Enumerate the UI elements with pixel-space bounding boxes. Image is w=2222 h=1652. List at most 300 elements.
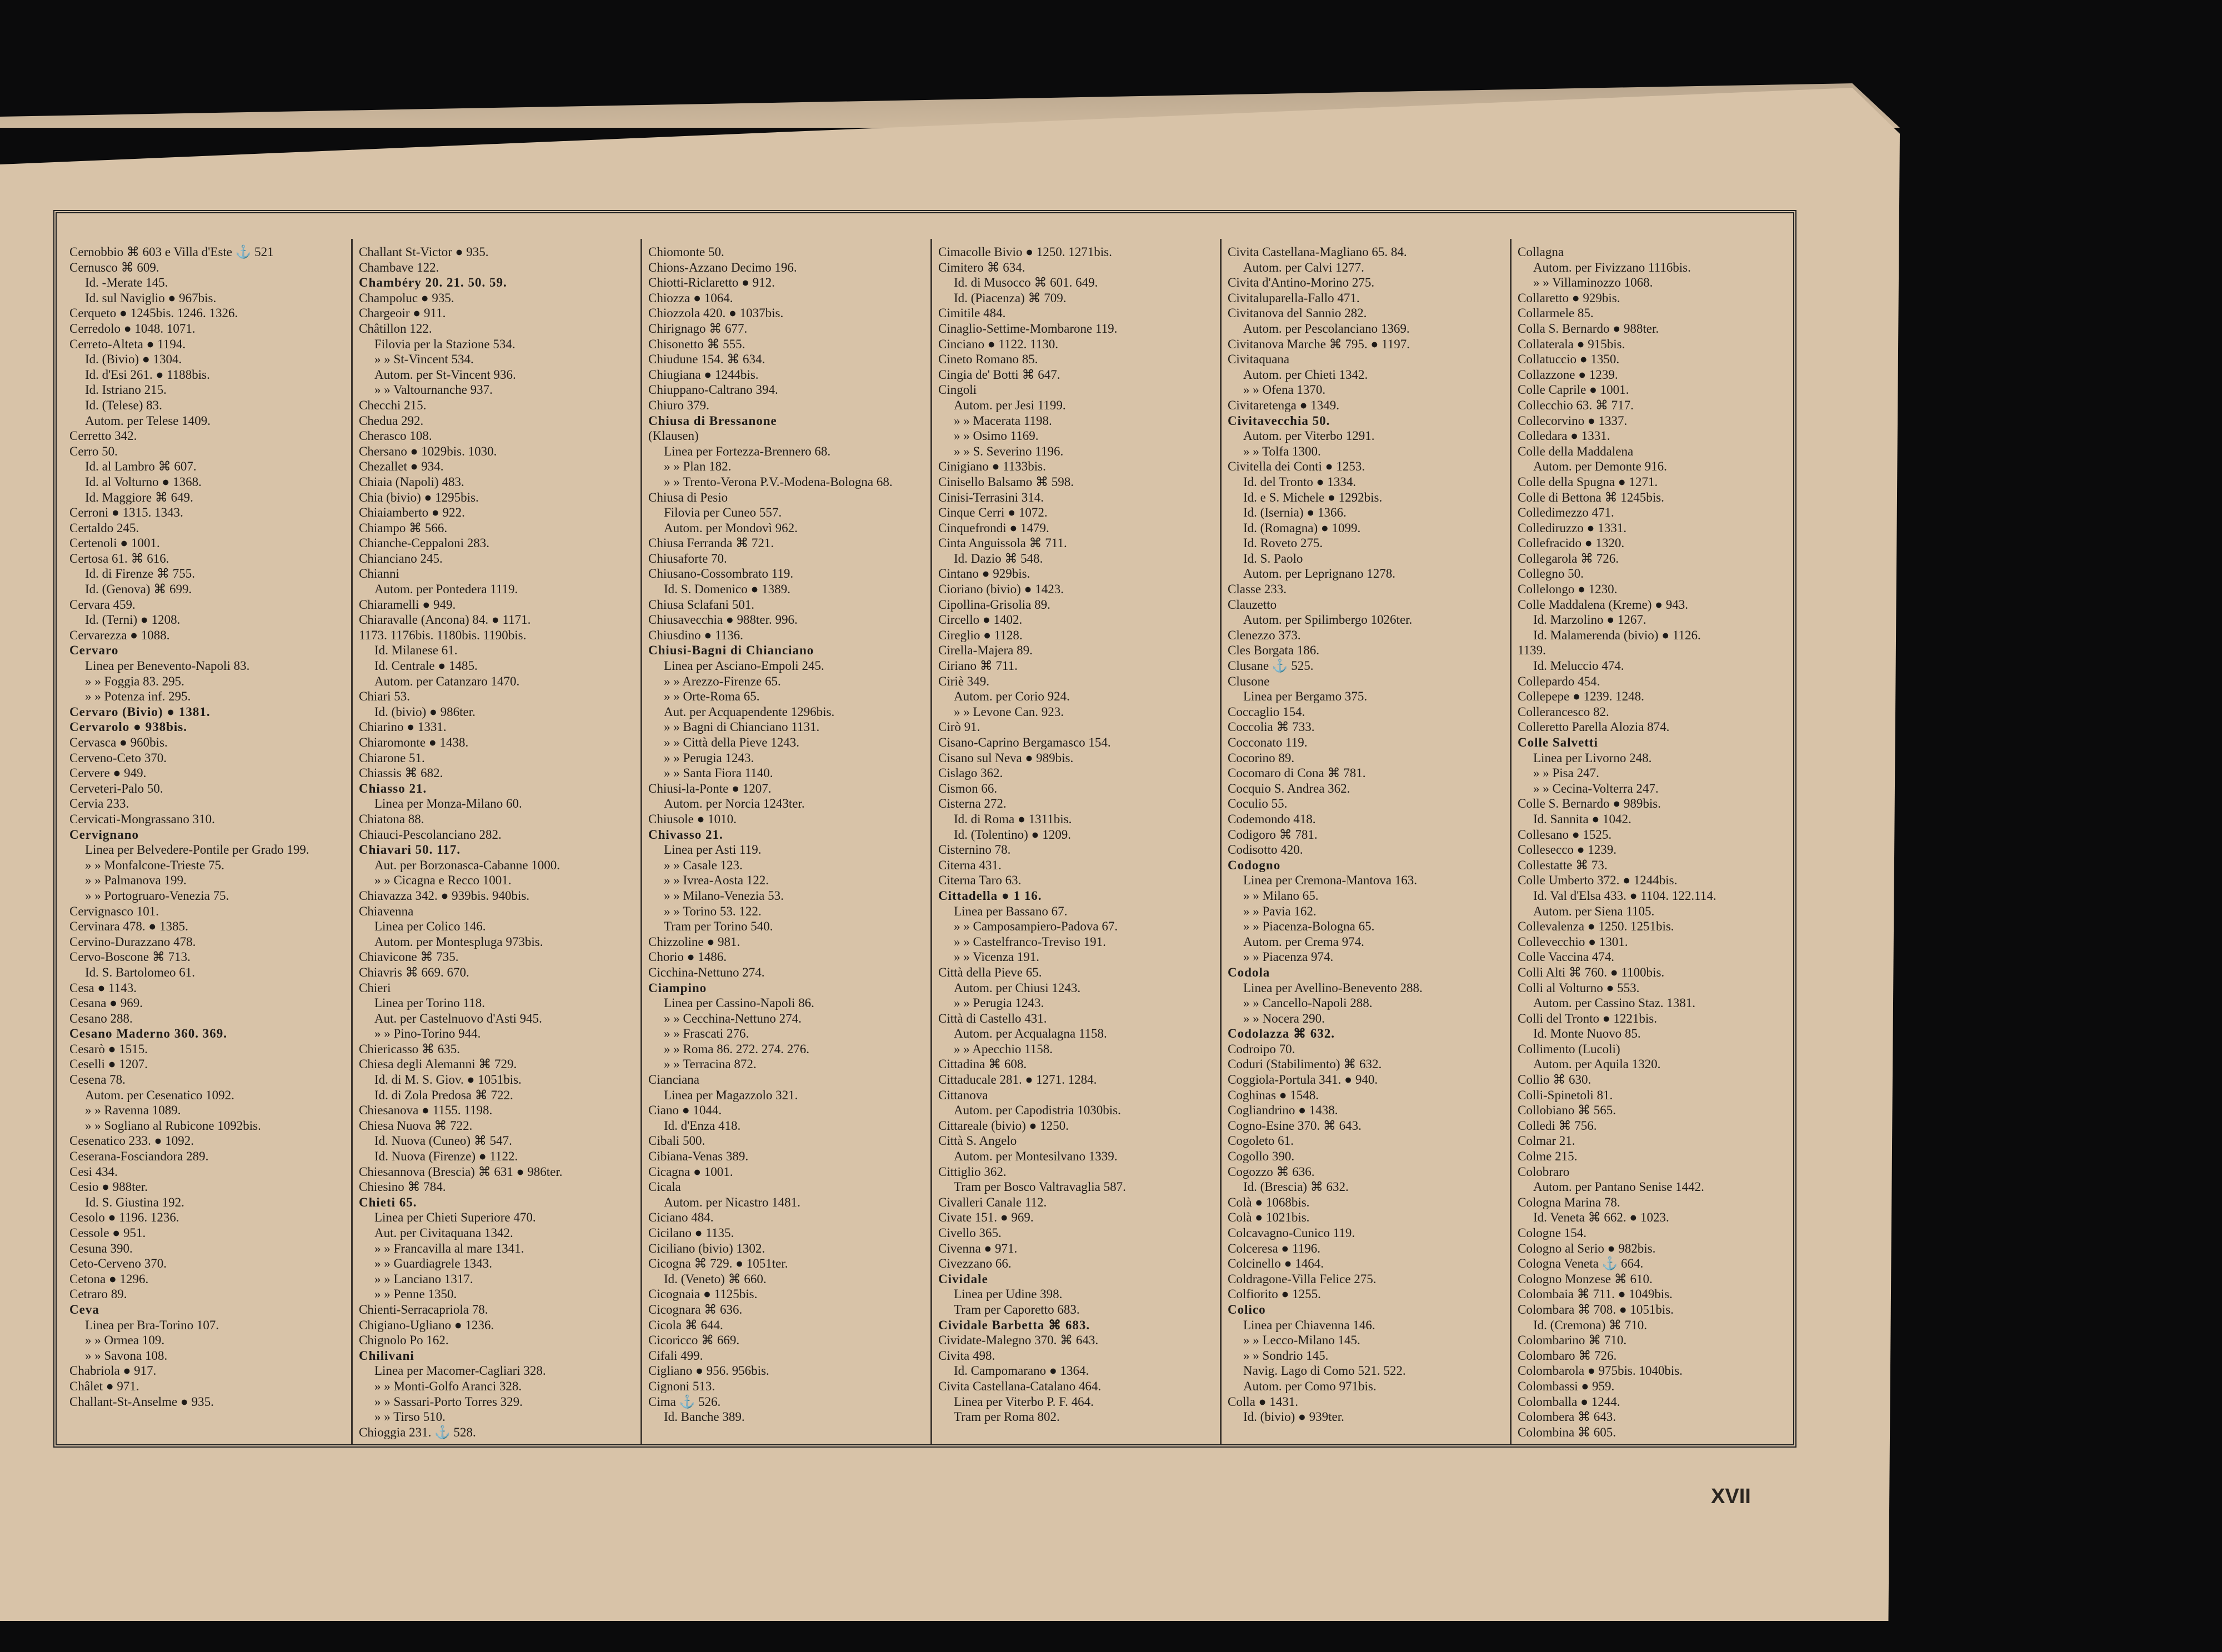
index-entry: Clusane ⚓ 525. [1228, 659, 1314, 673]
index-entry: Id. Nuova (Firenze) ● 1122. [374, 1149, 518, 1164]
index-entry: » » Piacenza-Bologna 65. [1243, 919, 1375, 934]
index-entry: Chioggia 231. ⚓ 528. [359, 1425, 476, 1439]
index-entry: Autom. per Viterbo 1291. [1243, 429, 1375, 443]
page-number: XVII [1711, 1485, 1751, 1508]
index-entry: Colombaia ⌘ 711. ● 1049bis. [1518, 1287, 1673, 1301]
index-entry: Aut. per Borzonasca-Cabanne 1000. [374, 858, 560, 872]
column-rule [1510, 239, 1512, 1444]
index-entry: Ceserana-Fosciandora 289. [69, 1149, 209, 1164]
index-entry: Chizzoline ● 981. [648, 934, 740, 949]
index-entry: Id. Veneta ⌘ 662. ● 1023. [1533, 1210, 1669, 1225]
index-entry: » » Potenza inf. 295. [85, 689, 191, 704]
index-entry: Cervignano [69, 827, 139, 842]
index-entry: Colme 215. [1518, 1149, 1578, 1164]
index-entry: Cervino-Durazzano 478. [69, 934, 196, 949]
index-entry: Cingia de' Botti ⌘ 647. [938, 367, 1060, 382]
index-entry: Autom. per Aquila 1320. [1533, 1057, 1661, 1072]
index-entry: Cesenatico 233. ● 1092. [69, 1134, 194, 1148]
index-entry: » » Torino 53. 122. [664, 904, 762, 918]
index-entry: Cerveno-Ceto 370. [69, 750, 167, 765]
index-entry: Colledimezzo 471. [1518, 505, 1614, 520]
column-rule [351, 239, 353, 1444]
index-entry: » » Ravenna 1089. [85, 1103, 181, 1118]
index-entry: » » Lanciano 1317. [374, 1271, 473, 1286]
index-entry: Linea per Udine 398. [954, 1287, 1063, 1301]
index-entry: Collesano ● 1525. [1518, 827, 1612, 842]
index-entry: Autom. per Acqualagna 1158. [954, 1027, 1107, 1041]
index-entry: Colcavagno-Cunico 119. [1228, 1226, 1355, 1240]
index-entry: Cesano Maderno 360. 369. [69, 1027, 228, 1041]
index-entry: Id. (Isernia) ● 1366. [1243, 505, 1347, 520]
index-entry: » » Frascati 276. [664, 1027, 749, 1041]
index-entry: Certosa 61. ⌘ 616. [69, 551, 169, 565]
index-entry: Codola [1228, 965, 1270, 979]
index-entry: Cislago 362. [938, 766, 1003, 780]
index-entry: Linea per Cassino-Napoli 86. [664, 996, 814, 1010]
index-entry: Cherasco 108. [359, 429, 432, 443]
index-entry: Linea per Chieti Superiore 470. [374, 1210, 536, 1225]
index-entry: » » Penne 1350. [374, 1287, 457, 1301]
index-entry: Cimacolle Bivio ● 1250. 1271bis. [938, 245, 1112, 259]
index-entry: Ceselli ● 1207. [69, 1057, 148, 1072]
index-entry: Cignoni 513. [648, 1379, 715, 1393]
index-entry: Cicognara ⌘ 636. [648, 1302, 743, 1316]
index-entry: Chigiano-Ugliano ● 1236. [359, 1318, 494, 1332]
index-entry: Linea per Torino 118. [374, 996, 485, 1010]
index-entry: Certenoli ● 1001. [69, 536, 160, 550]
column-rule [1220, 239, 1222, 1444]
index-entry: » » Portogruaro-Venezia 75. [85, 888, 229, 903]
index-entry: Citerna Taro 63. [938, 873, 1022, 888]
index-entry: Cerretto 342. [69, 429, 137, 443]
index-entry: Collimento (Lucoli) [1518, 1042, 1620, 1056]
index-entry: Colle S. Bernardo ● 989bis. [1518, 797, 1661, 811]
index-entry: Autom. per Leprignano 1278. [1243, 567, 1396, 581]
index-entry: » » S. Severino 1196. [954, 444, 1064, 458]
index-entry: Autom. per Fivizzano 1116bis. [1533, 260, 1691, 274]
column-rule [640, 239, 642, 1444]
index-entry: Id. Malamerenda (bivio) ● 1126. [1533, 628, 1701, 642]
index-entry: Cocconato 119. [1228, 735, 1308, 749]
index-entry: Cervaro [69, 643, 119, 658]
index-entry: Chiozzola 420. ● 1037bis. [648, 306, 784, 321]
index-entry: Chiaromonte ● 1438. [359, 735, 469, 749]
index-entry: Colombassi ● 959. [1518, 1379, 1615, 1393]
index-entry: Linea per Bra-Torino 107. [85, 1318, 219, 1332]
index-entry: Id. Marzolino ● 1267. [1533, 613, 1647, 627]
index-entry: Cesano 288. [69, 1011, 133, 1025]
index-entry: Cernobbio ⌘ 603 e Villa d'Este ⚓ 521 [69, 245, 274, 259]
index-entry: Id. Milanese 61. [374, 643, 458, 658]
index-column-4 [938, 244, 1216, 1444]
index-entry: Chirignago ⌘ 677. [648, 321, 748, 336]
index-entry: Ciciano 484. [648, 1210, 714, 1225]
index-entry: Cineto Romano 85. [938, 352, 1038, 367]
index-entry: Chiusaforte 70. [648, 551, 727, 565]
index-entry: Chieri [359, 980, 391, 995]
index-entry: Id. sul Naviglio ● 967bis. [85, 291, 217, 305]
index-entry: Colomballa ● 1244. [1518, 1394, 1620, 1409]
index-entry: Cireglio ● 1128. [938, 628, 1023, 642]
index-entry: Id. Istriano 215. [85, 383, 167, 397]
index-entry: 1139. [1518, 643, 1546, 658]
index-entry: Aut. per Castelnuovo d'Asti 945. [374, 1011, 542, 1025]
index-entry: Chisonetto ⌘ 555. [648, 337, 745, 351]
index-entry: Cetraro 89. [69, 1287, 127, 1301]
index-entry: Classe 233. [1228, 582, 1287, 597]
index-entry: Collarmele 85. [1518, 306, 1594, 321]
index-entry: Colli del Tronto ● 1221bis. [1518, 1011, 1657, 1025]
index-entry: Id. del Tronto ● 1334. [1243, 474, 1357, 489]
index-entry: Cittiglio 362. [938, 1164, 1007, 1179]
index-entry: » » Ivrea-Aosta 122. [664, 873, 769, 888]
index-entry: » » Città della Pieve 1243. [664, 735, 800, 749]
index-entry: Cipollina-Grisolia 89. [938, 597, 1050, 612]
index-entry: » » Milano 65. [1243, 888, 1319, 903]
index-entry: Ciriè 349. [938, 674, 989, 688]
index-entry: Id. d'Enza 418. [664, 1118, 741, 1133]
index-entry: » » Piacenza 974. [1243, 950, 1334, 964]
index-entry: » » Ofena 1370. [1243, 383, 1326, 397]
index-entry: » » Castelfranco-Treviso 191. [954, 934, 1106, 949]
index-entry: » » Orte-Roma 65. [664, 689, 760, 704]
index-entry: Id. d'Esi 261. ● 1188bis. [85, 367, 210, 382]
index-entry: Cividate-Malegno 370. ⌘ 643. [938, 1333, 1099, 1348]
index-entry: Codolazza ⌘ 632. [1228, 1027, 1335, 1041]
index-entry: Ciciliano (bivio) 1302. [648, 1241, 765, 1255]
index-column-6 [1518, 244, 1795, 1444]
index-entry: Chiericasso ⌘ 635. [359, 1042, 461, 1056]
index-entry: » » Perugia 1243. [954, 996, 1044, 1010]
index-entry: Chiaramelli ● 949. [359, 597, 456, 612]
index-entry: Collegno 50. [1518, 567, 1584, 581]
index-entry: Collerancesco 82. [1518, 704, 1609, 719]
index-entry: Navig. Lago di Como 521. 522. [1243, 1364, 1406, 1378]
index-entry: Chiaia (Napoli) 483. [359, 474, 464, 489]
index-entry: » » Lecco-Milano 145. [1243, 1333, 1360, 1348]
index-entry: Chiudune 154. ⌘ 634. [648, 352, 765, 367]
index-entry: Autom. per Catanzaro 1470. [374, 674, 520, 688]
index-entry: Chiarino ● 1331. [359, 720, 447, 734]
index-entry: Autom. per Montesilvano 1339. [954, 1149, 1118, 1164]
index-entry: Collecorvino ● 1337. [1518, 413, 1628, 428]
index-entry: Collediruzzo ● 1331. [1518, 520, 1627, 535]
index-entry: Chedua 292. [359, 413, 424, 428]
index-entry: » » Apecchio 1158. [954, 1042, 1053, 1056]
index-entry: Id. Dazio ⌘ 548. [954, 551, 1043, 565]
index-entry: Colla S. Bernardo ● 988ter. [1518, 321, 1659, 336]
index-entry: Collatuccio ● 1350. [1518, 352, 1620, 367]
index-entry: » » Plan 182. [664, 459, 732, 474]
index-entry: Chiavazza 342. ● 939bis. 940bis. [359, 888, 530, 903]
index-entry: Chignolo Po 162. [359, 1333, 449, 1348]
index-entry: Aut. per Acquapendente 1296bis. [664, 704, 835, 719]
index-entry: Chilivani [359, 1348, 414, 1363]
index-entry: Chabriola ● 917. [69, 1364, 157, 1378]
index-entry: Citerna 431. [938, 858, 1002, 872]
index-entry: » » Foggia 83. 295. [85, 674, 184, 688]
index-entry: Codemondo 418. [1228, 812, 1316, 826]
index-entry: Colla ● 1431. [1228, 1394, 1298, 1409]
index-entry: Linea per Belvedere-Pontile per Grado 199. [85, 843, 309, 857]
index-entry: Autom. per Siena 1105. [1533, 904, 1655, 918]
index-entry: Autom. per Chiusi 1243. [954, 980, 1081, 995]
index-entry: Collobiano ⌘ 565. [1518, 1103, 1616, 1118]
index-entry: Cicchina-Nettuno 274. [648, 965, 765, 979]
index-entry: Linea per Colico 146. [374, 919, 486, 934]
index-entry: » » Pino-Torino 944. [374, 1027, 481, 1041]
index-entry: Cittaducale 281. ● 1271. 1284. [938, 1073, 1097, 1087]
index-entry: Cesio ● 988ter. [69, 1180, 148, 1194]
index-entry: Chienti-Serracapriola 78. [359, 1302, 488, 1316]
index-entry: Cicola ⌘ 644. [648, 1318, 723, 1332]
index-entry: Id. e S. Michele ● 1292bis. [1243, 490, 1383, 504]
index-entry: Chiarone 51. [359, 750, 425, 765]
index-entry: Chiomonte 50. [648, 245, 724, 259]
index-entry: Cicogna ⌘ 729. ● 1051ter. [648, 1256, 788, 1271]
index-entry: Linea per Cremona-Mantova 163. [1243, 873, 1417, 888]
index-entry: Collestatte ⌘ 73. [1518, 858, 1608, 872]
index-entry: Autom. per Jesi 1199. [954, 398, 1066, 412]
index-entry: Colle della Spugna ● 1271. [1518, 474, 1658, 489]
index-entry: Linea per Chiavenna 146. [1243, 1318, 1375, 1332]
index-entry: Chianciano 245. [359, 551, 443, 565]
index-entry: Cima ⚓ 526. [648, 1394, 721, 1409]
index-entry: Chiaravalle (Ancona) 84. ● 1171. [359, 613, 531, 627]
index-entry: Chiesanova ● 1155. 1198. [359, 1103, 493, 1118]
index-entry: Id. (Telese) 83. [85, 398, 162, 412]
index-entry: Autom. per Corio 924. [954, 689, 1070, 704]
index-entry: Cologna Marina 78. [1518, 1195, 1620, 1209]
index-entry: Cervere ● 949. [69, 766, 147, 780]
index-entry: Civello 365. [938, 1226, 1002, 1240]
index-entry: Tram per Roma 802. [954, 1410, 1060, 1424]
index-entry: Cinaglio-Settime-Mombarone 119. [938, 321, 1118, 336]
index-entry: Id. (Romagna) ● 1099. [1243, 520, 1361, 535]
index-entry: Civalleri Canale 112. [938, 1195, 1047, 1209]
index-column-2 [359, 244, 637, 1444]
index-entry: » » Sassari-Porto Torres 329. [374, 1394, 523, 1409]
index-entry: Civitavecchia 50. [1228, 413, 1330, 428]
index-entry: Cisterna 272. [938, 797, 1007, 811]
index-entry: Chiusa Sclafani 501. [648, 597, 754, 612]
index-entry: Colli-Spinetoli 81. [1518, 1088, 1613, 1102]
index-entry: Civita Castellana-Magliano 65. 84. [1228, 245, 1407, 259]
index-entry: Id. Monte Nuovo 85. [1533, 1027, 1641, 1041]
index-entry: » » Ormea 109. [85, 1333, 165, 1348]
index-entry: Autom. per Pescolanciano 1369. [1243, 321, 1410, 336]
index-entry: Città di Castello 431. [938, 1011, 1047, 1025]
index-entry: Colceresa ● 1196. [1228, 1241, 1320, 1255]
index-entry: Id. (Cremona) ⌘ 710. [1533, 1318, 1648, 1332]
index-entry: Cibali 500. [648, 1134, 705, 1148]
index-entry: Cologne 154. [1518, 1226, 1587, 1240]
index-entry: » » Cecina-Volterra 247. [1533, 781, 1659, 795]
index-entry: Ceva [69, 1302, 99, 1316]
index-entry: Linea per Fortezza-Brennero 68. [664, 444, 831, 458]
index-entry: Chiusi-Bagni di Chianciano [648, 643, 814, 658]
index-entry: Ceto-Cerveno 370. [69, 1256, 167, 1271]
index-entry: Cerredolo ● 1048. 1071. [69, 321, 196, 336]
index-entry: Linea per Asciano-Empoli 245. [664, 659, 824, 673]
index-entry: Cittanova [938, 1088, 988, 1102]
index-entry: Chiusole ● 1010. [648, 812, 737, 826]
index-entry: Id. -Merate 145. [85, 276, 168, 290]
index-entry: Id. di Musocco ⌘ 601. 649. [954, 276, 1098, 290]
index-entry: Linea per Viterbo P. F. 464. [954, 1394, 1094, 1409]
index-entry: Collegarola ⌘ 726. [1518, 551, 1619, 565]
index-entry: Coccaglio 154. [1228, 704, 1305, 719]
index-entry: Collepardo 454. [1518, 674, 1600, 688]
index-entry: Civitella dei Conti ● 1253. [1228, 459, 1365, 474]
index-entry: Id. S. Giustina 192. [85, 1195, 184, 1209]
index-entry: Civitanova Marche ⌘ 795. ● 1197. [1228, 337, 1410, 351]
index-entry: Chargeoir ● 911. [359, 306, 446, 321]
index-entry: Cisternino 78. [938, 843, 1011, 857]
index-entry: Cesuna 390. [69, 1241, 133, 1255]
index-entry: Chianche-Ceppaloni 283. [359, 536, 490, 550]
index-entry: Autom. per Crema 974. [1243, 934, 1364, 949]
index-entry: Cittareale (bivio) ● 1250. [938, 1118, 1069, 1133]
index-entry: Cioriano (bivio) ● 1423. [938, 582, 1064, 597]
index-column-1 [69, 244, 347, 1444]
index-entry: Linea per Livorno 248. [1533, 750, 1652, 765]
index-entry: » » Sogliano al Rubicone 1092bis. [85, 1118, 261, 1133]
index-entry: Linea per Avellino-Benevento 288. [1243, 980, 1423, 995]
index-entry: Autom. per Montespluga 973bis. [374, 934, 543, 949]
index-entry: Cicognaia ● 1125bis. [648, 1287, 758, 1301]
index-entry: Autom. per Calvi 1277. [1243, 260, 1364, 274]
index-entry: Colombara ⌘ 708. ● 1051bis. [1518, 1302, 1674, 1316]
index-entry: Cividale [938, 1271, 988, 1286]
index-entry: Autom. per Mondovì 962. [664, 520, 798, 535]
index-entry: Linea per Magazzolo 321. [664, 1088, 798, 1102]
index-entry: Id. Val d'Elsa 433. ● 1104. 122.114. [1533, 888, 1716, 903]
index-entry: Cimitile 484. [938, 306, 1006, 321]
index-entry: Cocquio S. Andrea 362. [1228, 781, 1350, 795]
index-entry: Colmar 21. [1518, 1134, 1575, 1148]
index-entry: Civitaquana [1228, 352, 1290, 367]
index-entry: Colà ● 1021bis. [1228, 1210, 1310, 1225]
index-entry: Checchi 215. [359, 398, 427, 412]
index-entry: » » Roma 86. 272. 274. 276. [664, 1042, 809, 1056]
index-entry: Chiassis ⌘ 682. [359, 766, 443, 780]
index-entry: Chiuro 379. [648, 398, 709, 412]
index-entry: » » Cecchina-Nettuno 274. [664, 1011, 802, 1025]
index-entry: » » Tirso 510. [374, 1410, 446, 1424]
index-entry: Civate 151. ● 969. [938, 1210, 1034, 1225]
index-entry: Id. Centrale ● 1485. [374, 659, 478, 673]
index-entry: » » Nocera 290. [1243, 1011, 1325, 1025]
index-entry: Coduri (Stabilimento) ⌘ 632. [1228, 1057, 1382, 1072]
index-entry: Cessole ● 951. [69, 1226, 146, 1240]
index-entry: Colledi ⌘ 756. [1518, 1118, 1597, 1133]
index-entry: Colombarino ⌘ 710. [1518, 1333, 1627, 1348]
index-entry: Cicilano ● 1135. [648, 1226, 734, 1240]
index-entry: Cogozzo ⌘ 636. [1228, 1164, 1315, 1179]
index-entry: Id. di Roma ● 1311bis. [954, 812, 1072, 826]
index-entry: » » Pavia 162. [1243, 904, 1317, 918]
index-entry: Châlet ● 971. [69, 1379, 139, 1393]
index-entry: Chiugiana ● 1244bis. [648, 367, 759, 382]
index-entry: Id. di Firenze ⌘ 755. [85, 567, 196, 581]
index-entry: Id. S. Domenico ● 1389. [664, 582, 790, 597]
index-entry: Colombarola ● 975bis. 1040bis. [1518, 1364, 1683, 1378]
index-entry: Cesa ● 1143. [69, 980, 137, 995]
index-entry: Chiusa Ferranda ⌘ 721. [648, 536, 774, 550]
index-entry: Autom. per Pantano Senise 1442. [1533, 1180, 1704, 1194]
index-entry: Collecchio 63. ⌘ 717. [1518, 398, 1634, 412]
index-entry: Autom. per Norcia 1243ter. [664, 797, 805, 811]
index-entry: Cifali 499. [648, 1348, 703, 1363]
index-entry: Coghinas ● 1548. [1228, 1088, 1319, 1102]
index-entry: Certaldo 245. [69, 520, 139, 535]
index-entry: Linea per Asti 119. [664, 843, 762, 857]
index-entry: Colle di Bettona ⌘ 1245bis. [1518, 490, 1664, 504]
index-entry: Autom. per Capodistria 1030bis. [954, 1103, 1121, 1118]
index-entry: Cianciana [648, 1073, 699, 1087]
index-entry: Colfiorito ● 1255. [1228, 1287, 1321, 1301]
index-entry: » » Terracina 872. [664, 1057, 757, 1072]
index-entry: Châtillon 122. [359, 321, 432, 336]
index-entry: (Klausen) [648, 429, 699, 443]
index-entry: » » Cancello-Napoli 288. [1243, 996, 1373, 1010]
index-entry: Colli Alti ⌘ 760. ● 1100bis. [1518, 965, 1665, 979]
index-entry: Chianni [359, 567, 399, 581]
index-entry: Colledara ● 1331. [1518, 429, 1610, 443]
index-entry: Cicala [648, 1180, 681, 1194]
index-entry: Cingoli [938, 383, 977, 397]
index-entry: Cerroni ● 1315. 1343. [69, 505, 183, 520]
index-entry: Cervicati-Mongrassano 310. [69, 812, 215, 826]
index-entry: Tram per Caporetto 683. [954, 1302, 1080, 1316]
index-entry: Cologno Monzese ⌘ 610. [1518, 1271, 1653, 1286]
index-entry: Cervasca ● 960bis. [69, 735, 168, 749]
index-entry: Cologno al Serio ● 982bis. [1518, 1241, 1656, 1255]
index-entry: Clenezzo 373. [1228, 628, 1301, 642]
index-entry: » » Francavilla al mare 1341. [374, 1241, 524, 1255]
index-entry: » » Casale 123. [664, 858, 743, 872]
index-entry: » » Valtournanche 937. [374, 383, 493, 397]
index-entry: Cicagna ● 1001. [648, 1164, 733, 1179]
index-entry: Id. Nuova (Cuneo) ⌘ 547. [374, 1134, 512, 1148]
index-entry: Colle Caprile ● 1001. [1518, 383, 1629, 397]
index-entry: » » Palmanova 199. [85, 873, 187, 888]
index-entry: » » Tolfa 1300. [1243, 444, 1321, 458]
index-entry: Chiusdino ● 1136. [648, 628, 743, 642]
index-entry: Coccolia ⌘ 733. [1228, 720, 1315, 734]
index-column-5 [1228, 244, 1505, 1444]
index-entry: Colli al Volturno ● 553. [1518, 980, 1640, 995]
index-entry: Id. Maggiore ⌘ 649. [85, 490, 193, 504]
index-entry: Cervinara 478. ● 1385. [69, 919, 188, 934]
index-entry: Cesi 434. [69, 1164, 118, 1179]
index-entry: Città S. Angelo [938, 1134, 1017, 1148]
index-entry: Cigliano ● 956. 956bis. [648, 1364, 769, 1378]
index-entry: Civezzano 66. [938, 1256, 1012, 1271]
index-entry: Chiotti-Riclaretto ● 912. [648, 276, 775, 290]
index-entry: Chiusi-la-Ponte ● 1207. [648, 781, 772, 795]
index-entry: Id. Sannita ● 1042. [1533, 812, 1632, 826]
index-entry: Champoluc ● 935. [359, 291, 454, 305]
index-entry: » » Savona 108. [85, 1348, 168, 1363]
index-entry: Cogno-Esine 370. ⌘ 643. [1228, 1118, 1362, 1133]
index-entry: » » Vicenza 191. [954, 950, 1040, 964]
index-entry: Collevecchio ● 1301. [1518, 934, 1628, 949]
index-entry: Chorio ● 1486. [648, 950, 727, 964]
index-entry: Ciano ● 1044. [648, 1103, 722, 1118]
index-entry: » » Osimo 1169. [954, 429, 1039, 443]
